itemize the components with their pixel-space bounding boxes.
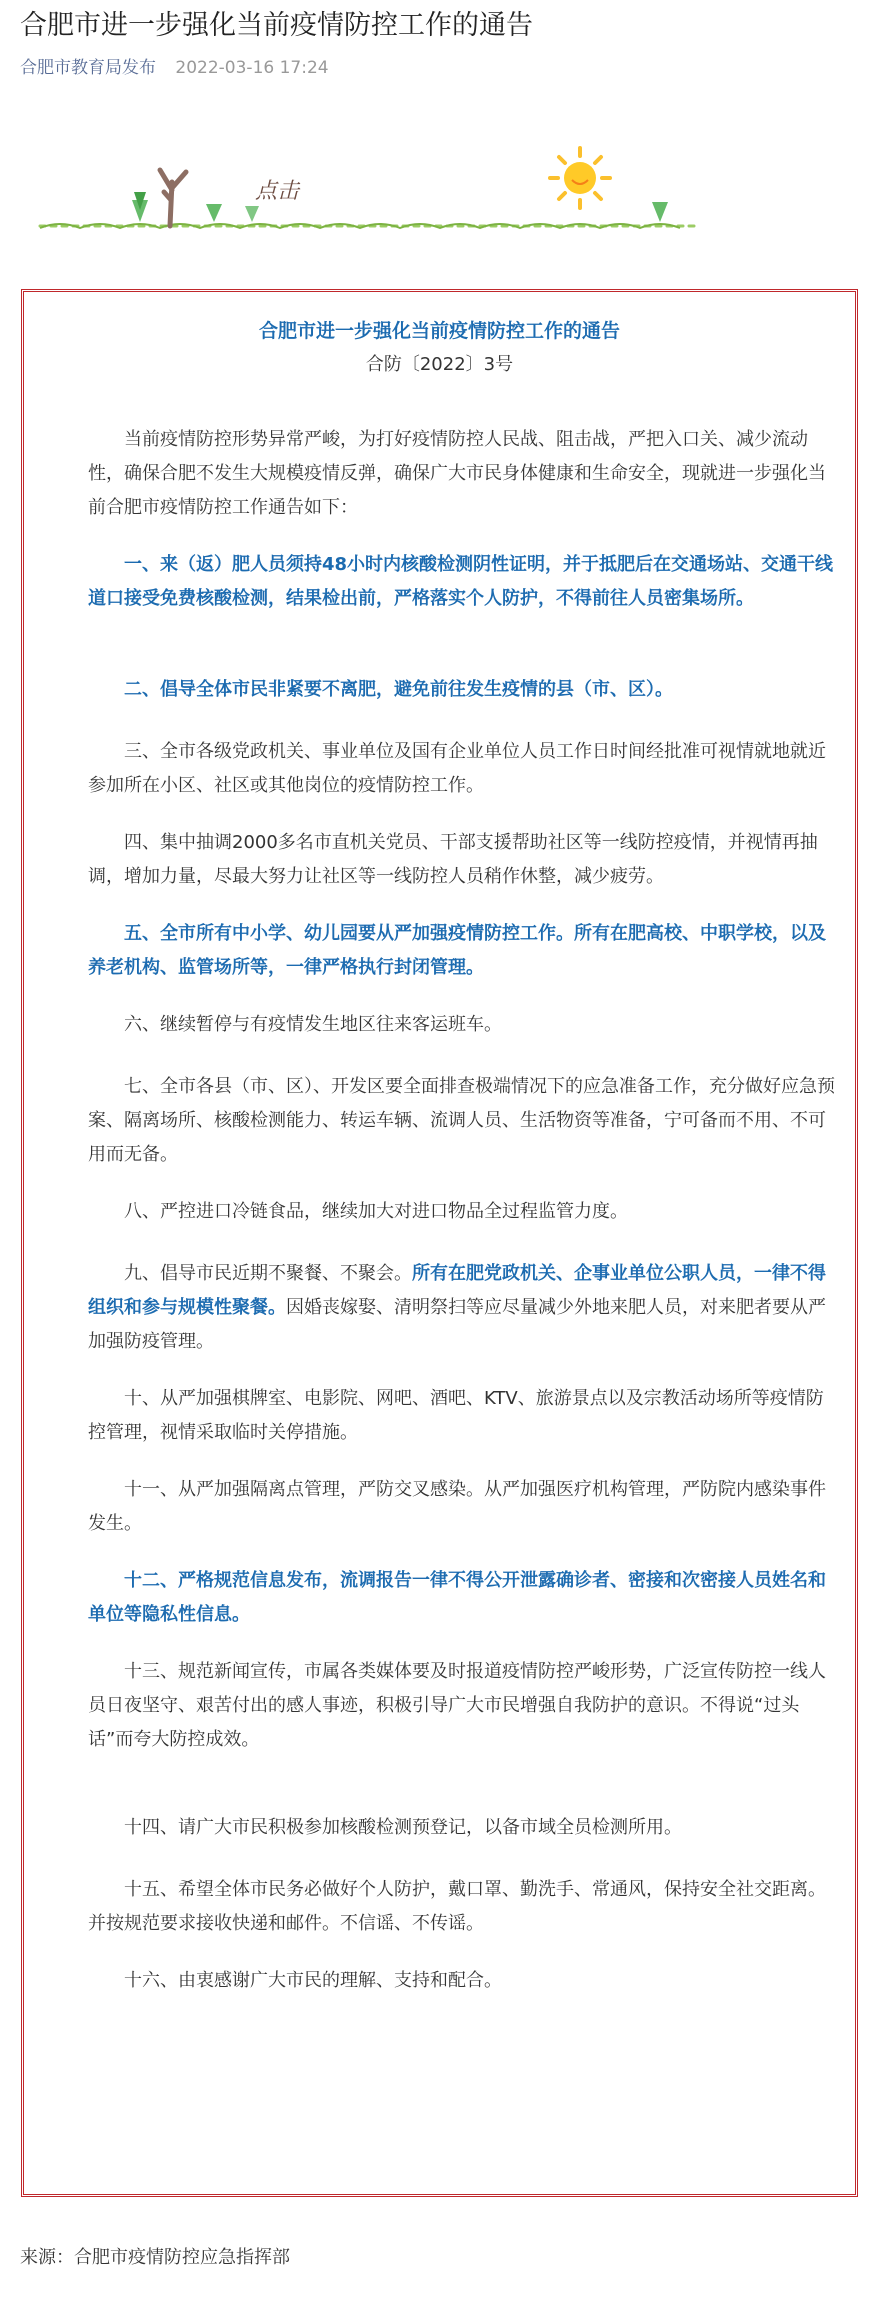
notice-item-9	[88, 1257, 838, 1359]
notice-number: 合防〔2022〕3号	[365, 354, 514, 375]
tree-icon	[206, 204, 222, 222]
article-title: 合肥市进一步强化当前疫情防控工作的通告	[20, 10, 533, 41]
tree-icon	[132, 192, 148, 222]
tree-icon	[245, 206, 259, 222]
notice-item-16: 十六、由衷感谢广大市民的理解、支持和配合。	[124, 1970, 502, 1991]
notice-item-4: 四、集中抽调2000多名市直机关党员、干部支援帮助社区等一线防控疫情，并视情再抽调，增加力量，尽最大努力让社区等一线防控人员稍作休整，减少疲劳。	[88, 832, 818, 887]
notice-item-14: 十四、请广大市民积极参加核酸检测预登记，以备市域全员检测所用。	[124, 1817, 682, 1838]
notice-item-2: 二、倡导全体市民非紧要不离肥，避免前往发生疫情的县（市、区）。	[124, 679, 673, 700]
notice-item-8: 八、严控进口冷链食品，继续加大对进口物品全过程监管力度。	[124, 1201, 628, 1222]
notice-item-1: 一、来（返）肥人员须持48小时内核酸检测阴性证明，并于抵肥后在交通场站、交通干线道口接受免费核酸检测，结果检出前，严格落实个人防护，不得前往人员密集场所。	[88, 554, 834, 609]
sun-icon	[550, 148, 610, 208]
notice-item-12: 十二、严格规范信息发布，流调报告一律不得公开泄露确诊者、密接和次密接人员姓名和单位等隐私性信息。	[88, 1570, 826, 1625]
notice-box	[21, 289, 858, 2197]
notice-item-9-part-c: 因婚丧嫁娶、清明祭扫等应尽量减少外地来肥人员，对来肥者要从严加强防疫管理。	[88, 1297, 826, 1352]
notice-item-9-part-a: 九、倡导市民近期不聚餐、不聚会。	[124, 1263, 412, 1284]
notice-item-5: 五、全市所有中小学、幼儿园要从严加强疫情防控工作。所有在肥高校、中职学校，以及养老机构、监管场所等，一律严格执行封闭管理。	[88, 923, 826, 978]
publisher-link[interactable]: 合肥市教育局发布	[20, 58, 156, 78]
notice-item-11: 十一、从严加强隔离点管理，严防交叉感染。从严加强医疗机构管理，严防院内感染事件发生。	[88, 1479, 826, 1534]
source-line: 来源：合肥市疫情防控应急指挥部	[20, 2247, 290, 2268]
click-banner[interactable]	[0, 130, 883, 250]
banner-label: 点击	[255, 179, 300, 204]
publish-date: 2022-03-16 17:24	[175, 58, 329, 78]
notice-item-3: 三、全市各级党政机关、事业单位及国有企业单位人员工作日时间经批准可视情就地就近参加所在小区、社区或其他岗位的疫情防控工作。	[88, 741, 826, 796]
notice-item-15: 十五、希望全体市民务必做好个人防护，戴口罩、勤洗手、常通风，保持安全社交距离。并按规范要求接收快递和邮件。不信谣、不传谣。	[88, 1879, 826, 1934]
notice-item-9-part-b: 所有在肥党政机关、企事业单位公职人员，一律不得组织和参与规模性聚餐。	[88, 1263, 826, 1318]
tree-icon	[652, 202, 668, 222]
notice-item-6: 六、继续暂停与有疫情发生地区往来客运班车。	[124, 1014, 502, 1035]
notice-title: 合肥市进一步强化当前疫情防控工作的通告	[258, 320, 620, 342]
notice-item-7: 七、全市各县（市、区）、开发区要全面排查极端情况下的应急准备工作，充分做好应急预案、隔离场所、核酸检测能力、转运车辆、流调人员、生活物资等准备，宁可备而不用、不可用而无备。	[88, 1076, 835, 1165]
bare-tree-icon	[160, 170, 186, 226]
notice-intro: 当前疫情防控形势异常严峻，为打好疫情防控人民战、阻击战，严把入口关、减少流动性，确保合肥不发生大规模疫情反弹，确保广大市民身体健康和生命安全，现就进一步强化当前合肥市疫情防控工作通告如下：	[88, 429, 826, 518]
ground-line-graphic	[40, 224, 700, 228]
notice-item-10: 十、从严加强棋牌室、电影院、网吧、酒吧、KTV、旅游景点以及宗教活动场所等疫情防控管理，视情采取临时关停措施。	[88, 1388, 824, 1443]
notice-item-13: 十三、规范新闻宣传，市属各类媒体要及时报道疫情防控严峻形势，广泛宣传防控一线人员日夜坚守、艰苦付出的感人事迹，积极引导广大市民增强自我防护的意识。不得说“过头话”而夸大防控成效。	[88, 1661, 826, 1750]
article-meta	[20, 56, 329, 80]
